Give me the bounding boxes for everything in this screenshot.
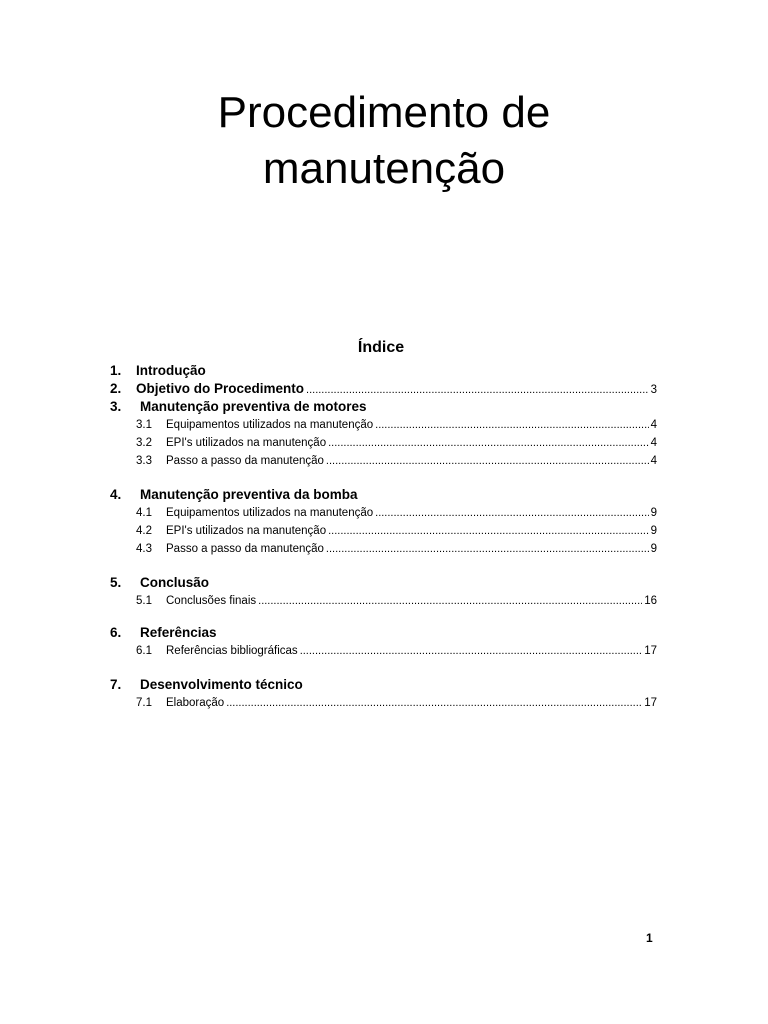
toc-item-label: EPI's utilizados na manutenção bbox=[166, 525, 327, 537]
toc-page-number: 17 bbox=[644, 697, 657, 709]
toc-item-number: 6.1 bbox=[136, 645, 152, 657]
toc-section-7[interactable] bbox=[110, 676, 657, 694]
toc-item-label: Conclusões finais bbox=[166, 595, 257, 607]
toc-page-number: 16 bbox=[644, 595, 657, 607]
toc-section-label: Manutenção preventiva de motores bbox=[140, 399, 367, 414]
toc-page-number: 3 bbox=[650, 384, 657, 396]
toc-item-number: 4.2 bbox=[136, 525, 152, 537]
toc-item-3-1[interactable] bbox=[110, 416, 657, 434]
toc-section-number: 2. bbox=[110, 381, 122, 396]
toc-section-number: 5. bbox=[110, 575, 122, 590]
toc-section-label: Desenvolvimento técnico bbox=[140, 677, 303, 692]
toc-item-number: 3.3 bbox=[136, 455, 152, 467]
toc-item-3-2[interactable] bbox=[110, 434, 657, 452]
toc-item-4-1[interactable] bbox=[110, 504, 657, 522]
toc-section-number: 4. bbox=[110, 487, 122, 502]
toc-section-number: 6. bbox=[110, 625, 122, 640]
toc-item-5-1[interactable] bbox=[110, 592, 657, 610]
toc-item-3-3[interactable] bbox=[110, 452, 657, 470]
dot-leader bbox=[328, 522, 648, 540]
toc-item-label: Passo a passo da manutenção bbox=[166, 455, 324, 467]
toc-item-number: 3.1 bbox=[136, 419, 152, 431]
document-title bbox=[0, 85, 768, 197]
toc-section-1[interactable] bbox=[110, 362, 657, 380]
toc-item-number: 5.1 bbox=[136, 595, 152, 607]
dot-leader bbox=[326, 452, 649, 470]
toc-section-number: 7. bbox=[110, 677, 122, 692]
dot-leader bbox=[375, 504, 648, 522]
toc-heading: Índice bbox=[357, 339, 405, 356]
toc-page-number: 4 bbox=[650, 419, 657, 431]
toc-item-label: Passo a passo da manutenção bbox=[166, 543, 324, 555]
toc-item-number: 4.3 bbox=[136, 543, 152, 555]
toc-section-3[interactable] bbox=[110, 398, 657, 416]
dot-leader bbox=[326, 540, 649, 558]
toc-section-5[interactable] bbox=[110, 574, 657, 592]
toc-item-label: Equipamentos utilizados na manutenção bbox=[166, 419, 374, 431]
table-of-contents bbox=[110, 362, 657, 712]
toc-item-4-2[interactable] bbox=[110, 522, 657, 540]
toc-page-number: 17 bbox=[644, 645, 657, 657]
dot-leader bbox=[258, 592, 642, 610]
toc-section-number: 1. bbox=[110, 363, 122, 378]
toc-item-number: 7.1 bbox=[136, 697, 152, 709]
toc-item-number: 4.1 bbox=[136, 507, 152, 519]
toc-page-number: 4 bbox=[650, 455, 657, 467]
toc-item-7-1[interactable] bbox=[110, 694, 657, 712]
toc-item-label: Equipamentos utilizados na manutenção bbox=[166, 507, 374, 519]
toc-page-number: 9 bbox=[650, 543, 657, 555]
dot-leader bbox=[226, 694, 642, 712]
toc-section-4[interactable] bbox=[110, 486, 657, 504]
dot-leader bbox=[328, 434, 648, 452]
toc-section-2[interactable] bbox=[110, 380, 657, 398]
toc-page-number: 4 bbox=[650, 437, 657, 449]
toc-item-label: EPI's utilizados na manutenção bbox=[166, 437, 327, 449]
toc-item-label: Referências bibliográficas bbox=[166, 645, 298, 657]
dot-leader bbox=[306, 381, 649, 398]
title-line-1: Procedimento de bbox=[217, 88, 551, 137]
toc-item-label: Elaboração bbox=[166, 697, 225, 709]
toc-page-number: 9 bbox=[650, 525, 657, 537]
toc-section-label: Conclusão bbox=[140, 575, 210, 590]
page-number: 1 bbox=[646, 931, 653, 945]
title-line-2: manutenção bbox=[262, 144, 506, 193]
toc-section-label: Referências bbox=[140, 625, 217, 640]
toc-section-label: Objetivo do Procedimento bbox=[136, 381, 305, 396]
toc-section-label: Introdução bbox=[136, 363, 206, 378]
toc-section-label: Manutenção preventiva da bomba bbox=[140, 487, 358, 502]
dot-leader bbox=[375, 416, 648, 434]
toc-section-6[interactable] bbox=[110, 624, 657, 642]
toc-page-number: 9 bbox=[650, 507, 657, 519]
toc-item-6-1[interactable] bbox=[110, 642, 657, 660]
toc-section-number: 3. bbox=[110, 399, 122, 414]
toc-item-4-3[interactable] bbox=[110, 540, 657, 558]
dot-leader bbox=[300, 642, 643, 660]
toc-item-number: 3.2 bbox=[136, 437, 152, 449]
